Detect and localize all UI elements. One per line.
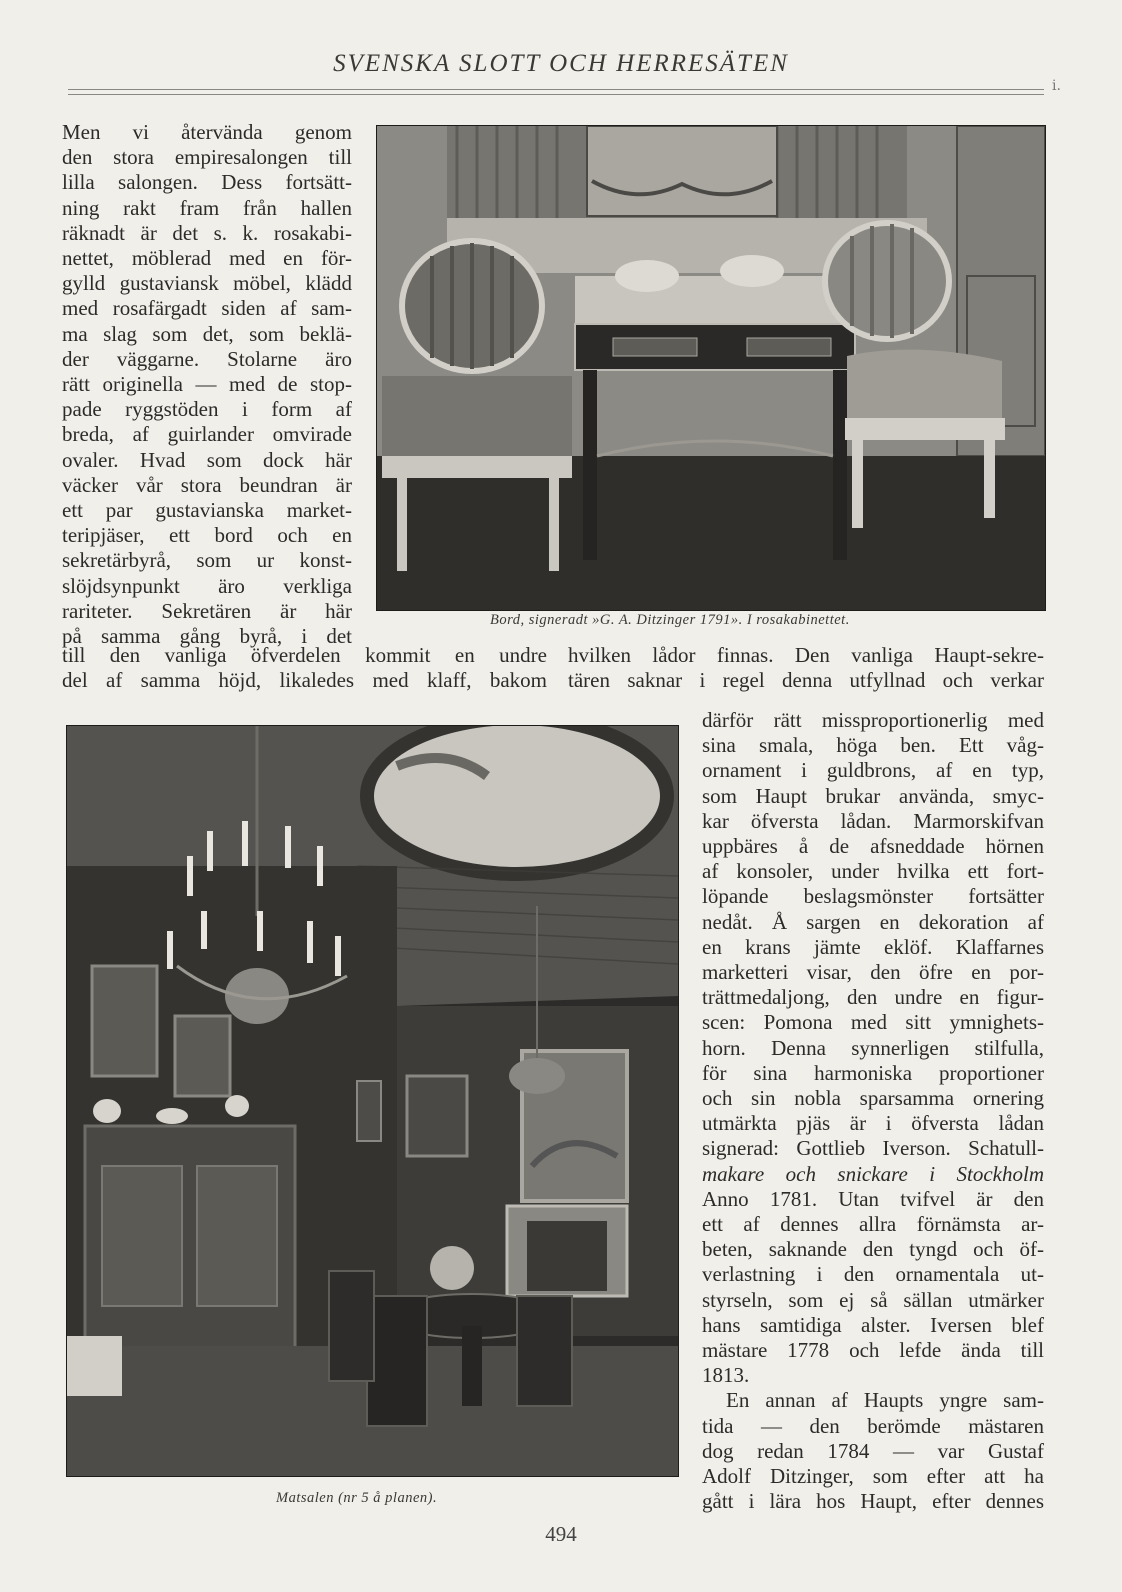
dining-room-illustration [67, 726, 678, 1476]
text-line: hans samtidiga alster. Iversen blef [702, 1312, 1044, 1337]
right-column-text [702, 708, 1044, 1515]
text-line: gått i lära hos Haupt, efter dennes [702, 1489, 1044, 1514]
text-line: verlastning i den ornamentala ut- [702, 1262, 1044, 1287]
text-line: der väggarne. Stolarne äro [62, 346, 352, 371]
text-line: ma slag som det, som beklä- [62, 321, 352, 346]
text-line: som Haupt brukar använda, smyc- [702, 783, 1044, 808]
text-line: utmärkta pjäs är i öfversta lådan [702, 1111, 1044, 1136]
text-line: nedåt. Å sargen en dekoration af [702, 909, 1044, 934]
text-line: den stora empiresalongen till [62, 145, 352, 170]
text-line: sina smala, höga ben. Ett våg- [702, 733, 1044, 758]
text-line: en krans jämte eklöf. Klaffarnes [702, 934, 1044, 959]
text-line: af konsoler, under hvilka ett fort- [702, 859, 1044, 884]
text-line: trättmedaljong, den undre en figur- [702, 985, 1044, 1010]
photo-matsalen [66, 725, 679, 1477]
text-line: breda, af guirlander omvirade [62, 422, 352, 447]
text-line: mästare 1778 och lefde ända till [702, 1338, 1044, 1363]
text-line: 1813. [702, 1363, 750, 1388]
text-line: rätt originella — med de stop- [62, 372, 352, 397]
text-line: marketteri visar, den öfre en por- [702, 960, 1044, 985]
text-line: nettet, möblerad med en för- [62, 246, 352, 271]
text-line: makare och snickare i Stockholm [702, 1161, 1044, 1186]
text-line: därför rätt missproportionerlig med [702, 708, 1044, 732]
page-number: 494 [545, 1522, 577, 1546]
margin-mark: i. [1052, 78, 1061, 94]
text-line: kar öfversta lådan. Marmorskifvan [702, 808, 1044, 833]
text-line: ett af dennes allra förnämsta ar- [702, 1212, 1044, 1237]
text-line: horn. Denna synnerligen stilfulla, [702, 1035, 1044, 1060]
text-line: Men vi återvända genom [62, 120, 352, 144]
left-column-text [62, 120, 352, 649]
running-header: SVENSKA SLOTT OCH HERRESÄTEN [333, 50, 789, 77]
text-line: teripjäser, ett bord och en [62, 523, 352, 548]
text-line: till den vanliga öfverdelen kommit en undre [62, 643, 547, 667]
text-line: sekretärbyrå, som ur konst- [62, 548, 352, 573]
text-line: dog redan 1784 — var Gustaf [702, 1438, 1044, 1463]
text-line: Adolf Ditzinger, som efter att ha [702, 1464, 1044, 1489]
text-line: tida — den berömde mästaren [702, 1413, 1044, 1438]
text-line: del af samma höjd, likaledes med klaff, bakom [62, 668, 547, 692]
text-line: beten, saknande den tyngd och öf- [702, 1237, 1044, 1262]
text-line: pade ryggstöden i form af [62, 397, 352, 422]
text-line: gylld gustaviansk möbel, klädd [62, 271, 352, 296]
top-photo-caption: Bord, signeradt »G. A. Ditzinger 1791». I rosakabinettet. [490, 612, 850, 628]
text-line: hvilken lådor finnas. Den vanliga Haupt-sekre- [568, 643, 1044, 667]
text-line: Anno 1781. Utan tvifvel är den [702, 1186, 1044, 1211]
header-rule-top [68, 89, 1044, 90]
text-line: ovaler. Hvad som dock här [62, 447, 352, 472]
text-line: på samma gång byrå, i det [62, 624, 352, 649]
text-line: och sin nobla sparsamma ornering [702, 1086, 1044, 1111]
text-line: styrseln, som ej så sällan utmärker [702, 1287, 1044, 1312]
text-line: rariteter. Sekretären är här [62, 598, 352, 623]
table-chairs-illustration [377, 126, 1045, 610]
text-line: ett par gustavianska market- [62, 498, 352, 523]
text-line: lilla salongen. Dess fortsätt- [62, 170, 352, 195]
text-line: tären saknar i regel denna utfyllnad och verkar [568, 668, 1044, 692]
photo-table-rosakabinettet [376, 125, 1046, 611]
text-line: En annan af Haupts yngre sam- [726, 1388, 1044, 1413]
text-line: ornament i guldbrons, af en typ, [702, 758, 1044, 783]
text-line: löpande beslagsmönster fortsätter [702, 884, 1044, 909]
text-line: uppbäres å de afsneddade hörnen [702, 834, 1044, 859]
text-line: scen: Pomona med sitt ymnighets- [702, 1010, 1044, 1035]
text-line: för sina harmoniska proportioner [702, 1060, 1044, 1085]
text-line: slöjdsynpunkt äro verkliga [62, 573, 352, 598]
text-line: ning rakt fram från hallen [62, 195, 352, 220]
text-line: signerad: Gottlieb Iverson. Schatull- [702, 1136, 1044, 1161]
header-rule-bottom [68, 94, 1044, 95]
text-line: räknadt är det s. k. rosakabi- [62, 220, 352, 245]
text-line: väcker vår stora beundran är [62, 472, 352, 497]
bottom-photo-caption: Matsalen (nr 5 å planen). [276, 1490, 438, 1506]
text-line: med rosafärgadt siden af sam- [62, 296, 352, 321]
